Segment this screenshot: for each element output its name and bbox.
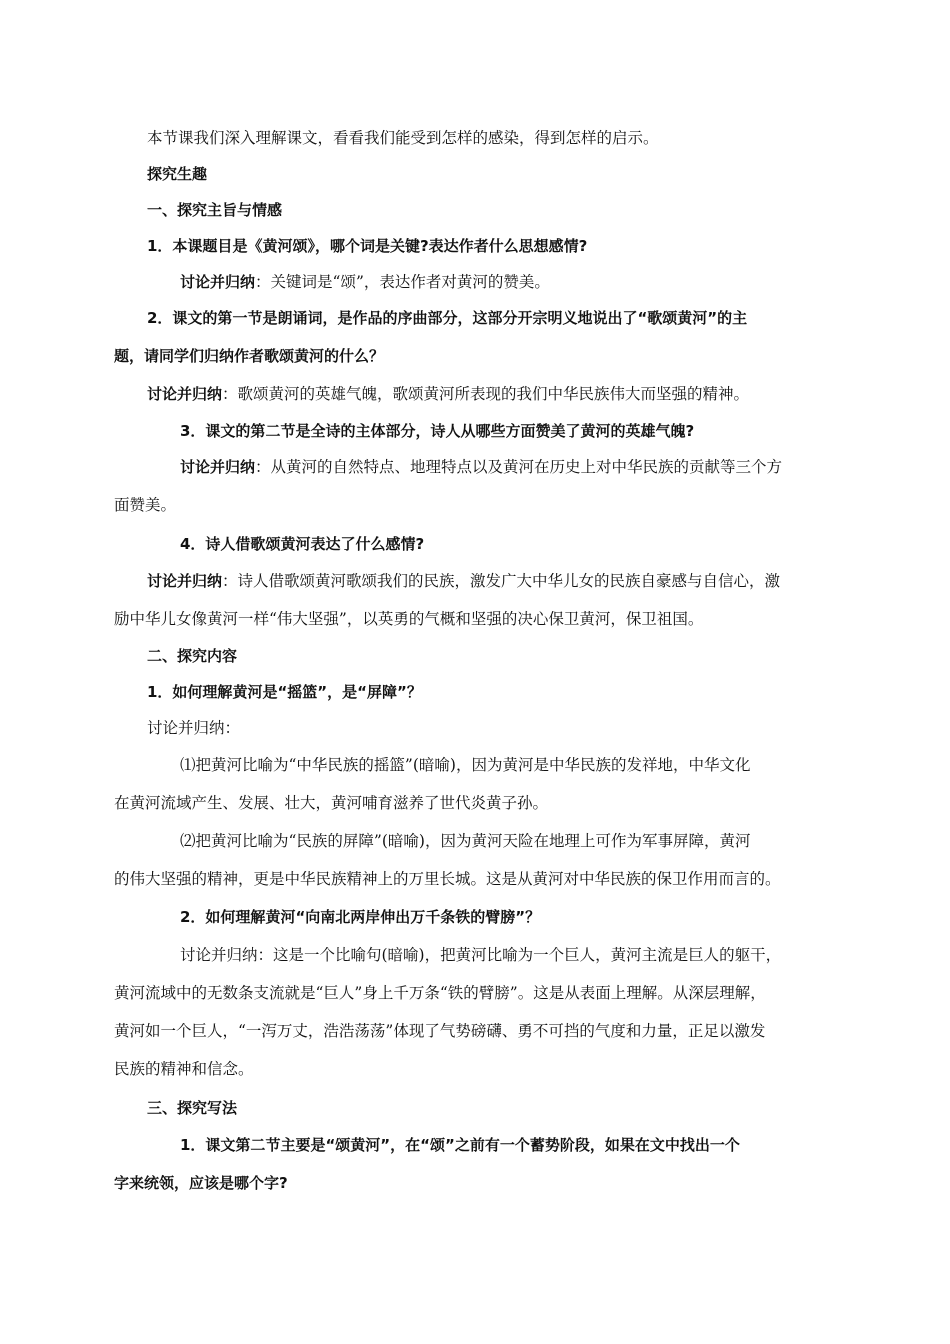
answer-3-line-2: 面赞美。 (114, 496, 177, 514)
answer-label: 讨论并归纳 (147, 572, 223, 590)
content-answer-1-point-2-line-1: ⑵把黄河比喻为“民族的屏障”(暗喻)，因为黄河天险在地理上可作为军事屏障，黄河 (180, 832, 751, 850)
writing-question-1-line-1: 1．课文第二节主要是“颂黄河”，在“颂”之前有一个蓄势阶段，如果在文中找出一个 (180, 1136, 740, 1154)
answer-text: ：歌颂黄河的英雄气魄，歌颂黄河所表现的我们中华民族伟大而坚强的精神。 (222, 385, 750, 403)
answer-4-line-2: 励中华儿女像黄河一样“伟大坚强”，以英勇的气概和坚强的决心保卫黄河，保卫祖国。 (114, 610, 704, 628)
heading-content: 二、探究内容 (147, 647, 238, 665)
content-question-2: 2．如何理解黄河“向南北两岸伸出万千条铁的臂膀”？ (180, 908, 541, 926)
answer-label: 讨论并归纳 (147, 385, 223, 403)
heading-writing: 三、探究写法 (147, 1099, 238, 1117)
question-3: 3．课文的第二节是全诗的主体部分，诗人从哪些方面赞美了黄河的英雄气魄? (180, 422, 695, 440)
answer-text: ：从黄河的自然特点、地理特点以及黄河在历史上对中华民族的贡献等三个方 (255, 458, 783, 476)
question-2-line-1: 2．课文的第一节是朗诵词，是作品的序曲部分，这部分开宗明义地说出了“歌颂黄河”的主 (147, 309, 748, 327)
question-2-line-2: 题，请同学们归纳作者歌颂黄河的什么？ (114, 347, 385, 365)
answer-text: ：关键词是“颂”，表达作者对黄河的赞美。 (255, 273, 550, 291)
answer-2 (147, 384, 749, 404)
content-answer-2-line-4: 民族的精神和信念。 (114, 1060, 254, 1078)
question-4: 4．诗人借歌颂黄河表达了什么感情? (180, 535, 425, 553)
question-1: 1．本课题目是《黄河颂》，哪个词是关键?表达作者什么思想感情? (147, 237, 588, 255)
writing-question-1-line-2: 字来统领，应该是哪个字? (114, 1174, 288, 1192)
answer-4-line-1 (147, 571, 780, 591)
content-answer-2-line-1: 讨论并归纳：这是一个比喻句(暗喻)，把黄河比喻为一个巨人，黄河主流是巨人的躯干， (180, 946, 782, 964)
content-answer-1-point-2-line-2: 的伟大坚强的精神，更是中华民族精神上的万里长城。这是从黄河对中华民族的保卫作用而言的。 (114, 870, 781, 888)
content-answer-2-line-2: 黄河流域中的无数条支流就是“巨人”身上千万条“铁的臂膀”。这是从表面上理解。从深层理解， (114, 984, 766, 1002)
content-answer-2-line-3: 黄河如一个巨人，“一泻万丈，浩浩荡荡”体现了气势磅礴、勇不可挡的气度和力量，正足以激发 (114, 1022, 766, 1040)
section-heading-inquiry: 探究生趣 (147, 165, 208, 183)
heading-theme-emotion: 一、探究主旨与情感 (147, 201, 283, 219)
content-question-1: 1．如何理解黄河是“摇篮”，是“屏障”？ (147, 683, 422, 701)
answer-1 (180, 272, 550, 292)
content-answer-1-label: 讨论并归纳： (147, 719, 241, 737)
answer-label: 讨论并归纳 (180, 273, 256, 291)
answer-3-line-1 (180, 457, 782, 477)
content-answer-1-point-1-line-1: ⑴把黄河比喻为“中华民族的摇篮”(暗喻)，因为黄河是中华民族的发祥地，中华文化 (180, 756, 751, 774)
answer-label: 讨论并归纳 (180, 458, 256, 476)
intro-line: 本节课我们深入理解课文，看看我们能受到怎样的感染，得到怎样的启示。 (147, 129, 659, 147)
content-answer-1-point-1-line-2: 在黄河流域产生、发展、壮大，黄河哺育滋养了世代炎黄子孙。 (114, 794, 549, 812)
answer-text: ：诗人借歌颂黄河歌颂我们的民族，激发广大中华儿女的民族自豪感与自信心，激 (222, 572, 781, 590)
